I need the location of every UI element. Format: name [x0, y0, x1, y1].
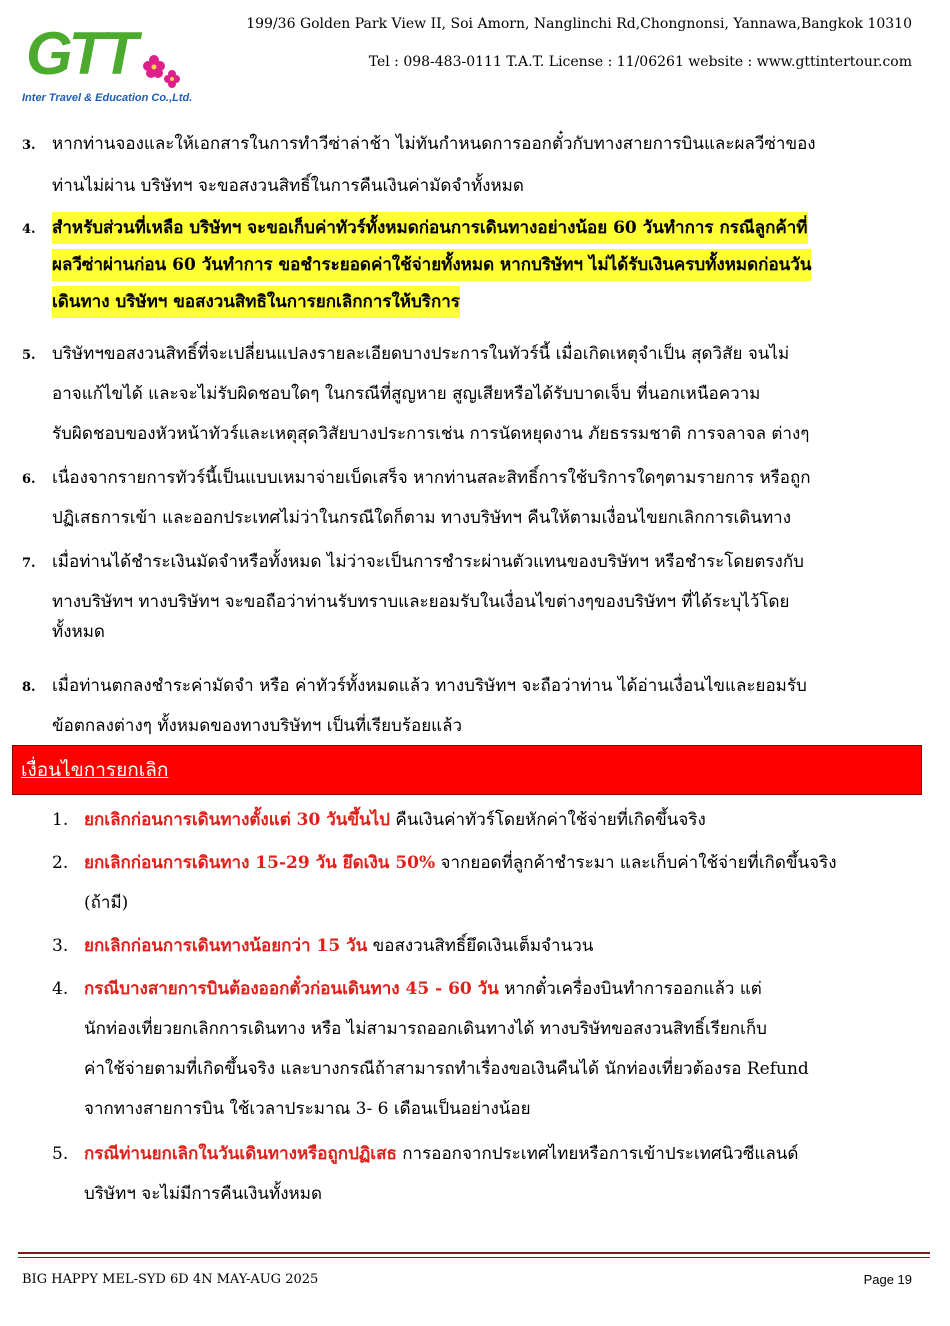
cancel-detail-line: นักท่องเที่ยวยกเลิกการเดินทาง หรือ ไม่สามารถออกเดินทางได้ ทางบริษัทขอสงวนสิทธิ์เรียกเก็บ: [84, 1019, 767, 1039]
cancel-number: 2.: [52, 853, 69, 873]
term-line: เดินทาง บริษัทฯ ขอสงวนสิทธิในการยกเลิกการให้บริการ: [52, 286, 460, 318]
cancel-detail: การออกจากประเทศไทยหรือการเข้าประเทศนิวซีแลนด์: [396, 1144, 799, 1164]
term-line: ข้อตกลงต่างๆ ทั้งหมดของทางบริษัทฯ เป็นที่เรียบร้อยแล้ว: [52, 716, 463, 736]
cancel-condition: ยกเลิกก่อนการเดินทาง 15-29 วัน ยึดเงิน 50%: [84, 853, 436, 873]
term-number: 4.: [22, 222, 36, 237]
cancel-detail: คืนเงินค่าทัวร์โดยหักค่าใช้จ่ายที่เกิดขึ้นจริง: [389, 810, 706, 830]
logo-subtitle: Inter Travel & Education Co.,Ltd.: [22, 92, 193, 104]
term-line: ทั้งหมด: [52, 622, 105, 642]
term-line: หากท่านจองและให้เอกสารในการทำวีซ่าล่าช้า ไม่ทันกำหนดการออกตั๋วกับทางสายการบินและผลวีซ่าของ: [52, 134, 816, 154]
term-line: อาจแก้ไขได้ และจะไม่รับผิดชอบใดๆ ในกรณีที่สูญหาย สูญเสียหรือได้รับบาดเจ็บ ที่นอกเหนือความ: [52, 384, 761, 404]
term-number: 3.: [22, 138, 36, 153]
cancel-section-title: เงื่อนไขการยกเลิก: [21, 759, 169, 781]
cancel-condition: กรณีท่านยกเลิกในวันเดินทางหรือถูกปฏิเสธ: [84, 1144, 397, 1164]
cancel-number: 5.: [52, 1144, 69, 1164]
page-number: Page 19: [863, 1272, 912, 1287]
company-address: 199/36 Golden Park View II, Soi Amorn, Nanglinchi Rd,Chongnonsi, Yannawa,Bangkok 10310: [246, 16, 912, 32]
cancel-detail: หากตั๋วเครื่องบินทำการออกแล้ว แต่: [498, 979, 762, 999]
cancel-number: 3.: [52, 936, 69, 956]
term-number: 5.: [22, 348, 36, 363]
term-line: เมื่อท่านตกลงชำระค่ามัดจำ หรือ ค่าทัวร์ทั้งหมดแล้ว ทางบริษัทฯ จะถือว่าท่าน ได้อ่านเงื่อนไขและยอมรับ: [52, 676, 807, 696]
cancel-detail-line: บริษัทฯ จะไม่มีการคืนเงินทั้งหมด: [84, 1184, 322, 1204]
footer-tour-name: BIG HAPPY MEL-SYD 6D 4N MAY-AUG 2025: [22, 1272, 319, 1287]
term-line: ทางบริษัทฯ ทางบริษัทฯ จะขอถือว่าท่านรับทราบและยอมรับในเงื่อนไขต่างๆของบริษัทฯ ที่ได้ระบุไว้โดย: [52, 592, 790, 612]
cancel-detail-line: ค่าใช้จ่ายตามที่เกิดขึ้นจริง และบางกรณีถ้าสามารถทำเรื่องขอเงินคืนได้ นักท่องเที่ยวต้องรอ Refund: [84, 1059, 809, 1079]
term-number: 7.: [22, 556, 36, 571]
term-number: 6.: [22, 472, 36, 487]
term-line: รับผิดชอบของหัวหน้าทัวร์และเหตุสุดวิสัยบางประการเช่น การนัดหยุดงาน ภัยธรรมชาติ การจลาจล ต่างๆ: [52, 424, 810, 444]
footer-divider: [18, 1252, 930, 1254]
cancel-condition: กรณีบางสายการบินต้องออกตั๋วก่อนเดินทาง 45 - 60 วัน: [84, 979, 499, 999]
term-line: ผลวีซ่าผ่านก่อน 60 วันทำการ ขอชำระยอดค่าใช้จ่ายทั้งหมด หากบริษัทฯ ไม่ได้รับเงินครบทั้งหมดก่อนวัน: [52, 249, 811, 281]
flower-icon: [140, 50, 184, 90]
term-line: ท่านไม่ผ่าน บริษัทฯ จะขอสงวนสิทธิ์ในการคืนเงินค่ามัดจำทั้งหมด: [52, 176, 524, 196]
cancel-section-header: [12, 745, 922, 795]
company-logo: [22, 20, 193, 112]
cancel-detail-line: (ถ้ามี): [84, 893, 129, 913]
term-line: เมื่อท่านได้ชำระเงินมัดจำหรือทั้งหมด ไม่ว่าจะเป็นการชำระผ่านตัวแทนของบริษัทฯ หรือชำระโดยตรงกับ: [52, 552, 804, 572]
term-line: สำหรับส่วนที่เหลือ บริษัทฯ จะขอเก็บค่าทัวร์ทั้งหมดก่อนการเดินทางอย่างน้อย 60 วันทำการ กรณีลูกค้าที่: [52, 212, 808, 244]
term-line: ปฏิเสธการเข้า และออกประเทศไม่ว่าในกรณีใดก็ตาม ทางบริษัทฯ คืนให้ตามเงื่อนไขยกเลิกการเดินทาง: [52, 508, 792, 528]
term-line: เนื่องจากรายการทัวร์นี้เป็นแบบเหมาจ่ายเบ็ดเสร็จ หากท่านสละสิทธิ์การใช้บริการใดๆตามรายการ หรือถูก: [52, 468, 811, 488]
term-line: บริษัทฯขอสงวนสิทธิ์ที่จะเปลี่ยนแปลงรายละเอียดบางประการในทัวร์นี้ เมื่อเกิดเหตุจำเป็น สุดวิสัย จนไม่: [52, 344, 790, 364]
term-number: 8.: [22, 680, 36, 695]
footer-divider: [18, 1257, 930, 1258]
cancel-detail: จากยอดที่ลูกค้าชำระมา และเก็บค่าใช้จ่ายที่เกิดขึ้นจริง: [435, 853, 837, 873]
cancel-condition: ยกเลิกก่อนการเดินทางตั้งแต่ 30 วันขึ้นไป: [84, 810, 390, 830]
cancel-number: 4.: [52, 979, 69, 999]
cancel-detail-line: จากทางสายการบิน ใช้เวลาประมาณ 3- 6 เดือนเป็นอย่างน้อย: [84, 1099, 531, 1119]
cancel-condition: ยกเลิกก่อนการเดินทางน้อยกว่า 15 วัน: [84, 936, 368, 956]
logo-text: GTT: [26, 20, 134, 87]
cancel-number: 1.: [52, 810, 69, 830]
cancel-detail: ขอสงวนสิทธิ์ยึดเงินเต็มจำนวน: [367, 936, 594, 956]
company-contact: Tel : 098-483-0111 T.A.T. License : 11/06261 website : www.gttintertour.com: [368, 54, 912, 70]
